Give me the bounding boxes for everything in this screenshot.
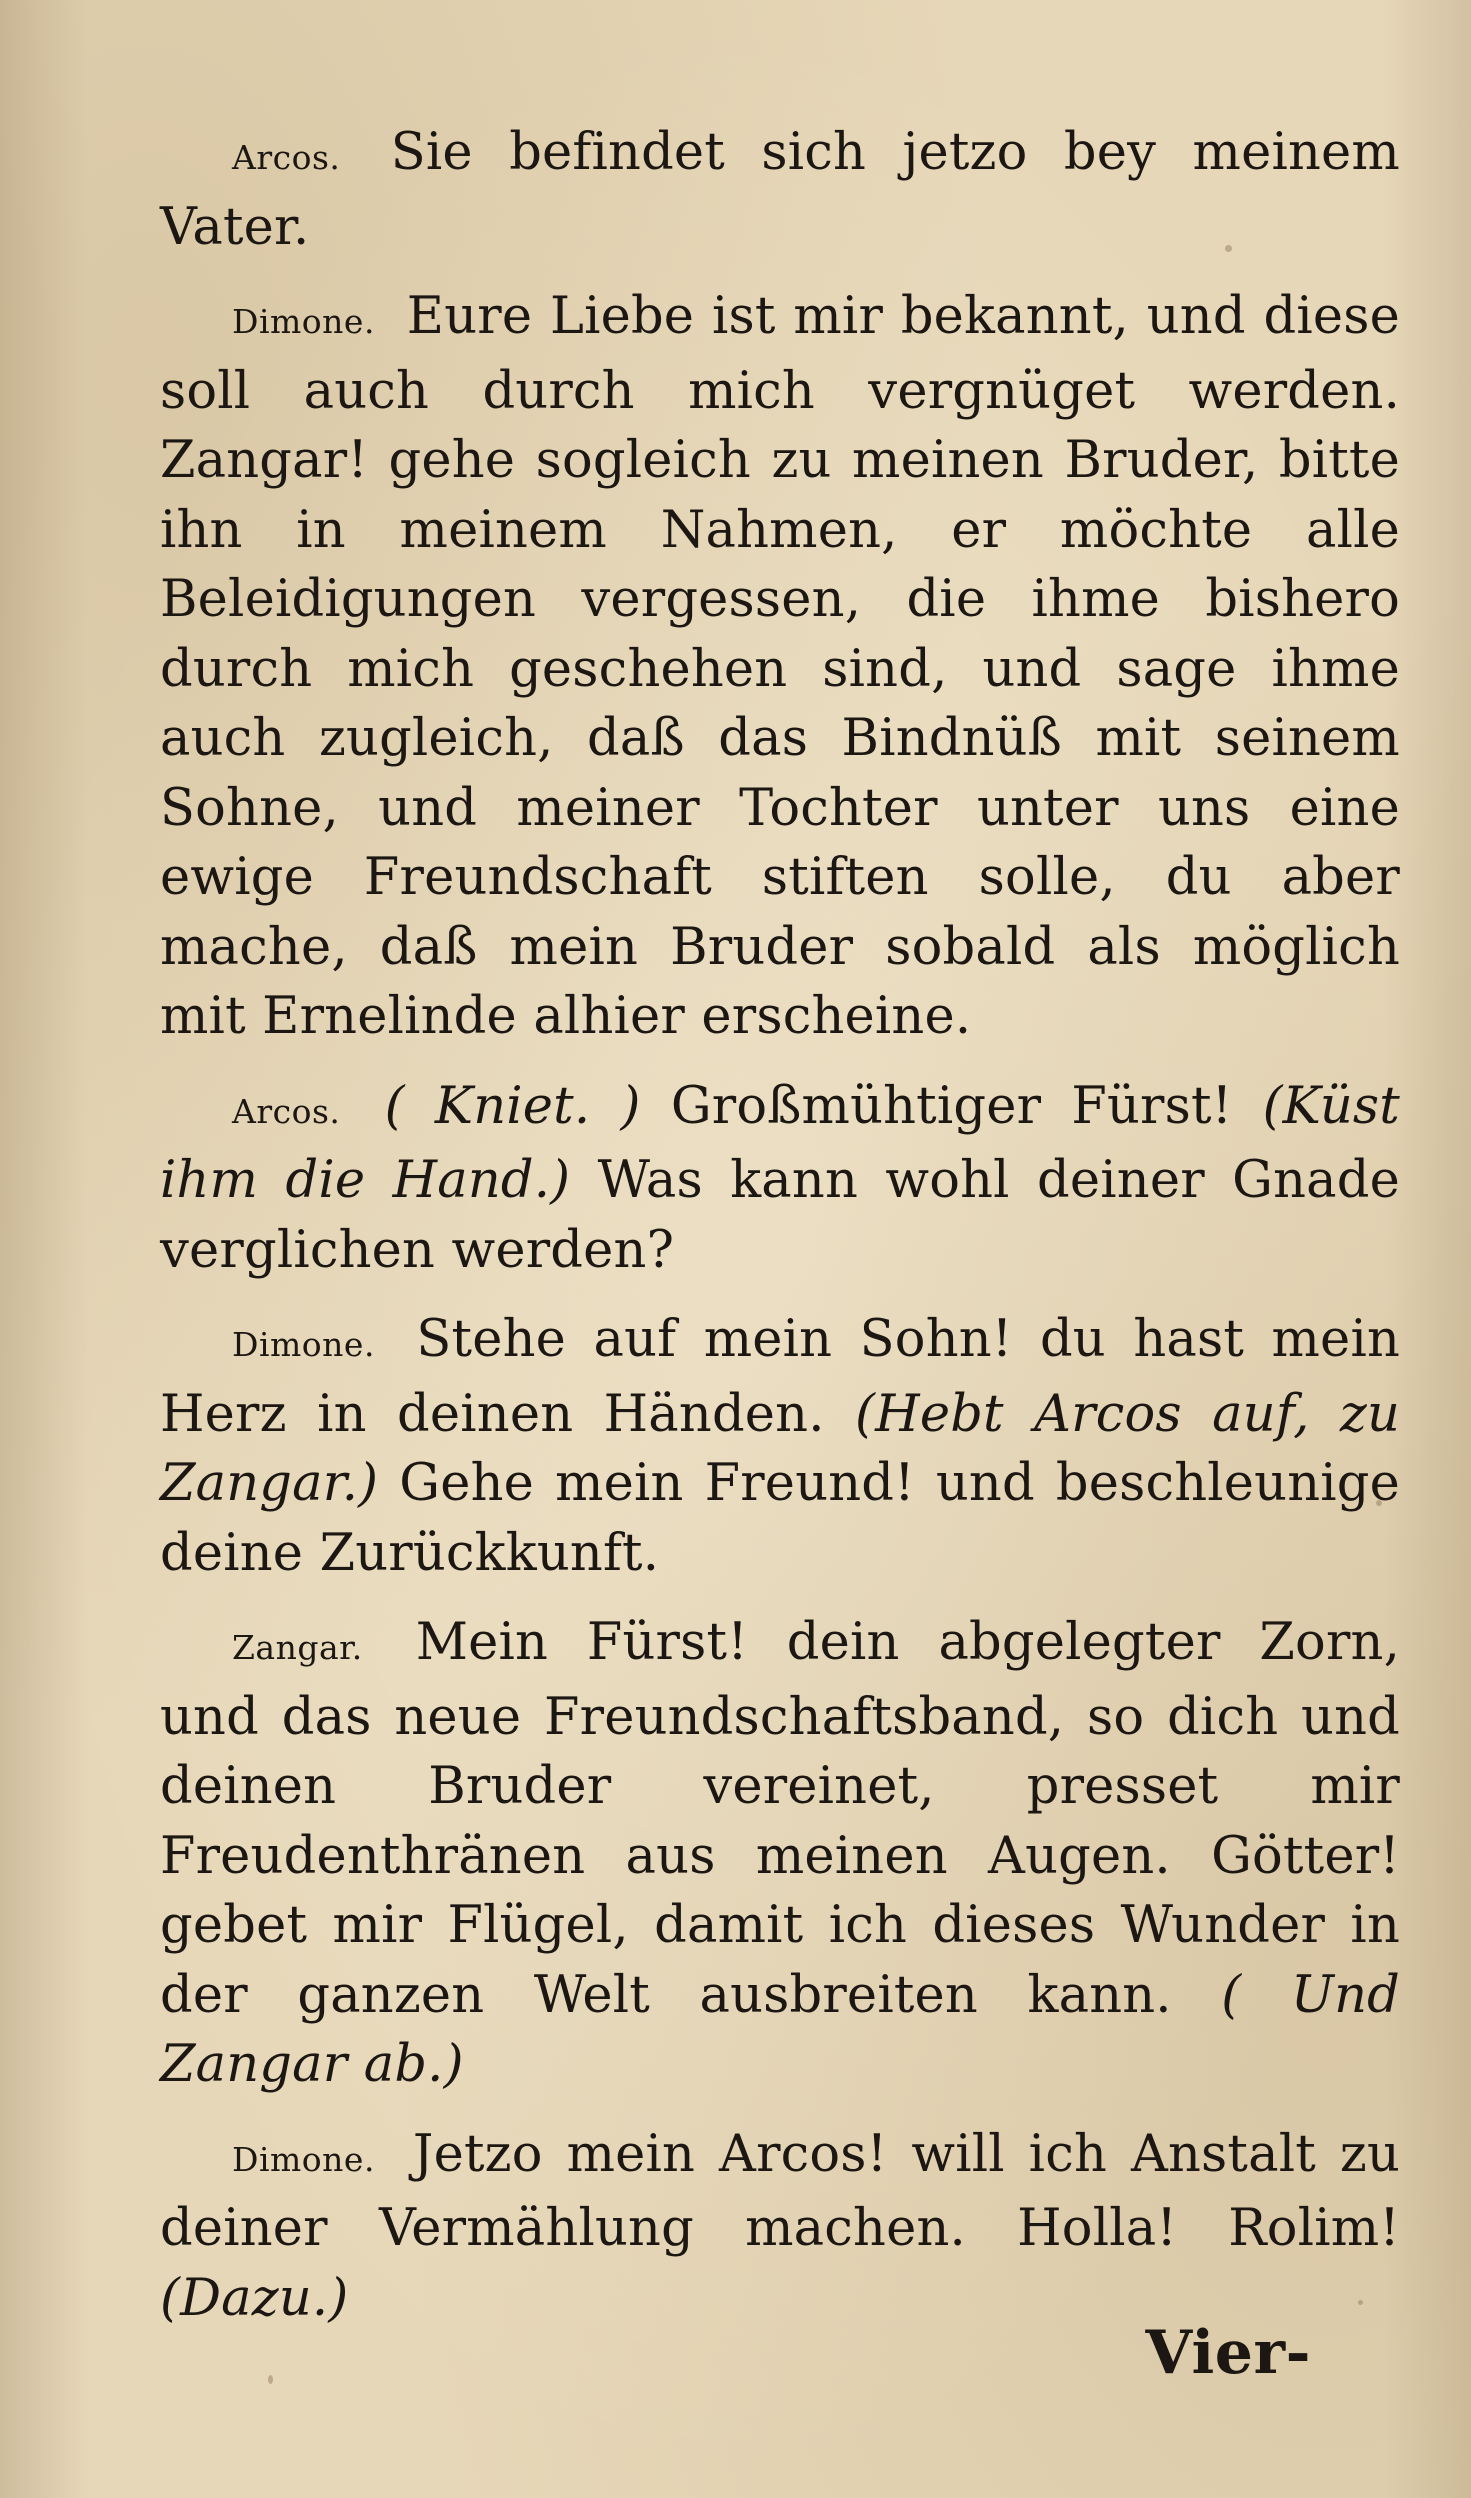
speaker-name: Dimone.: [232, 302, 375, 341]
speaker-name: Arcos.: [232, 1091, 341, 1131]
dialogue-paragraph: [160, 118, 1400, 262]
dialogue-paragraph: [160, 1608, 1400, 2100]
dialogue-text: Mein Fürst! dein abgelegter Zorn, und das neue Freundschaftsband, so dich und deinen Bruder vereinet, presset mir Freudenthränen aus meinen Augen. Götter! gebet mir Flügel, damit ich dieses Wunder in der ganzen Welt ausbreiten kann.: [160, 1613, 1400, 2025]
speaker-name: Dimone.: [232, 1325, 375, 1364]
paper-spot: [268, 2375, 273, 2384]
dialogue-paragraph: [160, 2120, 1400, 2334]
stage-direction: (Hebt Arcos auf, zu Zangar.): [160, 1384, 1400, 1513]
dialogue-text: Eure Liebe ist mir bekannt, und diese soll auch durch mich vergnüget werden. Zangar! gehe sogleich zu meinen Bruder, bitte ihn in meinem Nahmen, er möchte alle Beleidigungen vergessen, die ihme bishero durch mich geschehen sind, und sage ihme auch zugleich, daß das Bindnüß mit seinem Sohne, und meiner Tochter unter uns eine ewige Freundschaft stiften solle, du aber mache, daß mein Bruder sobald als möglich mit Ernelinde alhier erscheine.: [160, 287, 1400, 1046]
dialogue-paragraph: [160, 1072, 1400, 1286]
dialogue-text: Was kann wohl deiner Gnade verglichen werden?: [160, 1151, 1400, 1280]
dialogue-text: Sie befindet sich jetzo bey meinem Vater.: [160, 123, 1400, 257]
dialogue-text: Großmühtiger Fürst!: [670, 1076, 1233, 1136]
stage-direction: (Küst ihm die Hand.): [160, 1076, 1400, 1210]
speaker-name: Zangar.: [232, 1628, 363, 1667]
stage-direction: ( Kniet. ): [384, 1076, 641, 1136]
stage-direction: ( Und Zangar ab.): [160, 1965, 1400, 2094]
dialogue-text: Jetzo mein Arcos! will ich Anstalt zu deiner Vermählung machen. Holla! Rolim!: [160, 2124, 1400, 2258]
speaker-name: Dimone.: [232, 2139, 375, 2179]
dialogue-text: Stehe auf mein Sohn! du hast mein Herz in deinen Händen.: [160, 1310, 1400, 1444]
speaker-name: Arcos.: [232, 138, 341, 177]
dialogue-paragraph: [160, 282, 1400, 1052]
stage-direction: (Dazu.): [160, 2268, 349, 2328]
play-text: [160, 118, 1400, 2353]
dialogue-paragraph: [160, 1305, 1400, 1588]
catchword: Vier-: [1145, 2318, 1311, 2388]
dialogue-text: Gehe mein Freund! und beschleunige deine Zurückkunft.: [160, 1454, 1400, 1583]
